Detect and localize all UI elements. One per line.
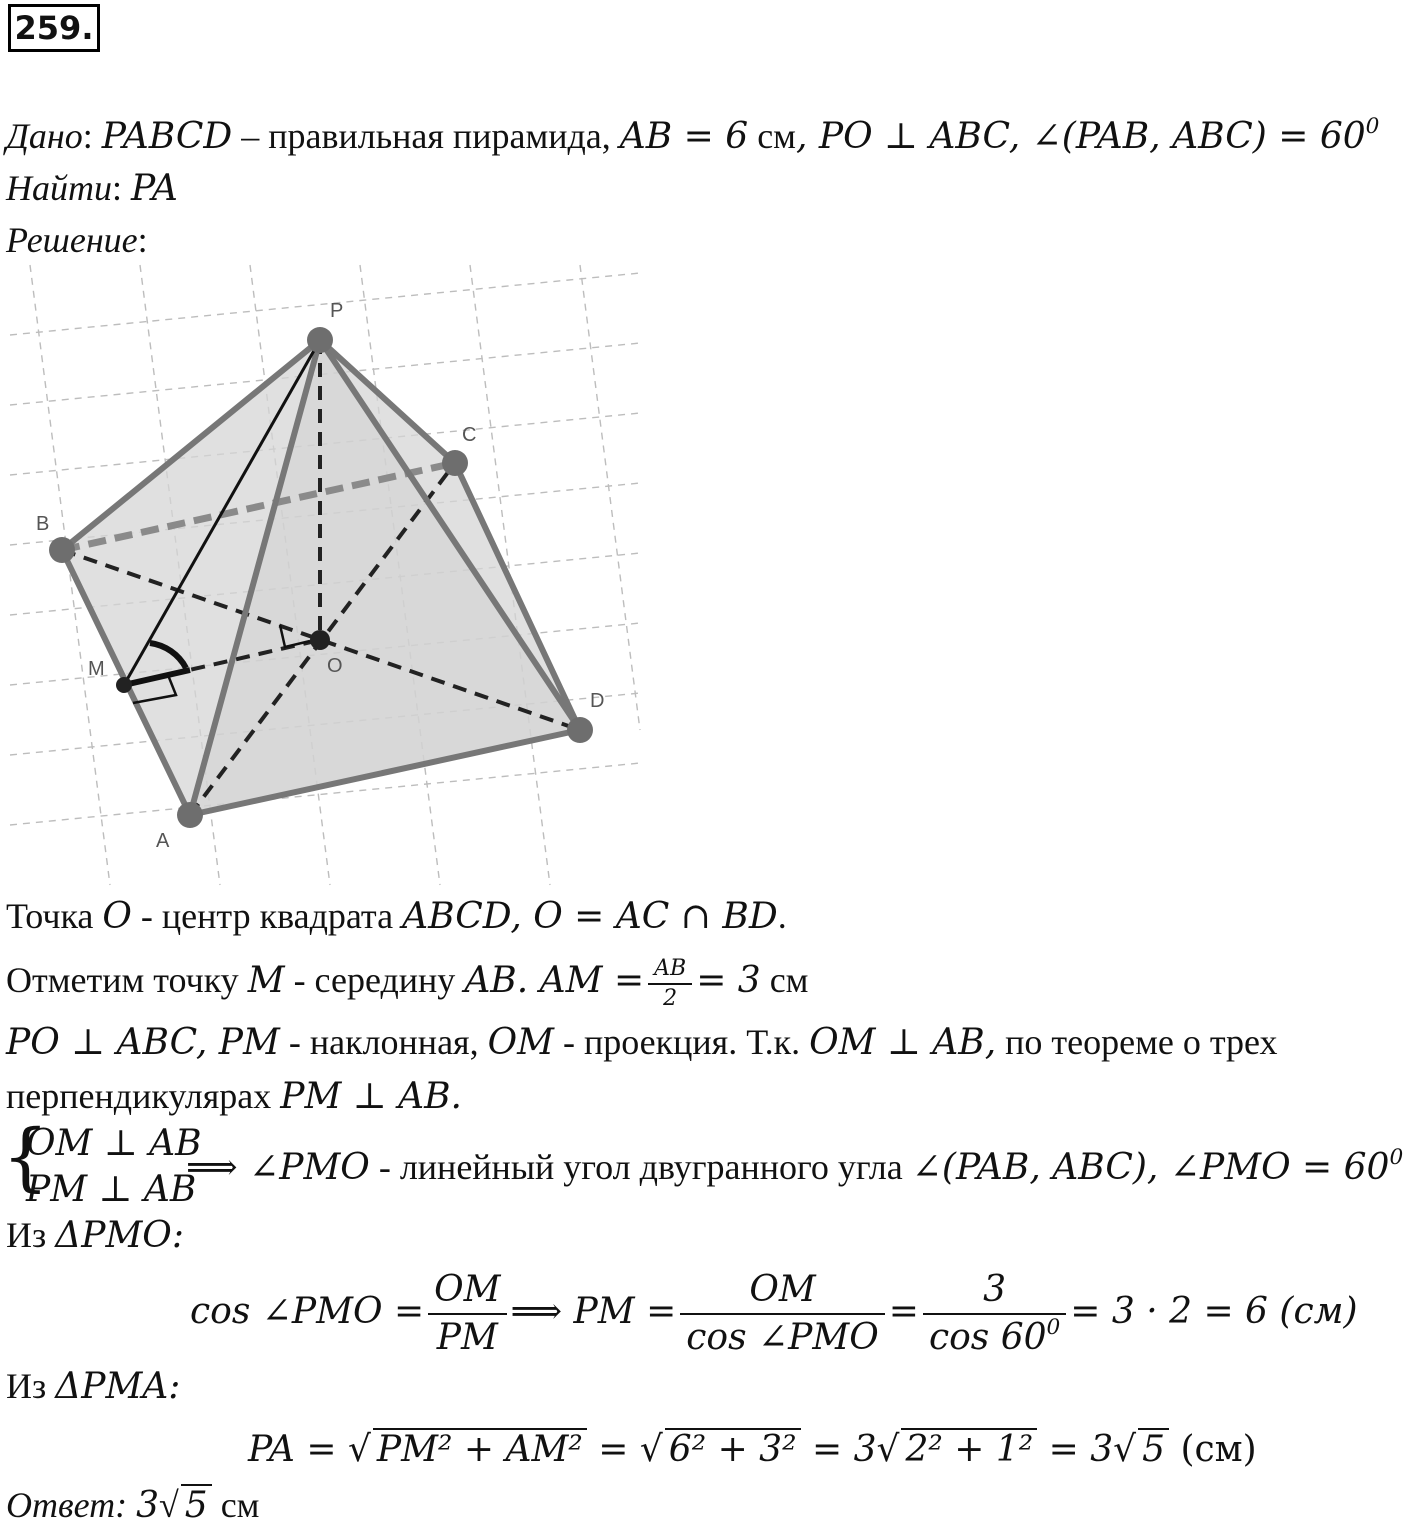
l2-frac-num: AB [648,957,692,985]
l5-b: - линейный угол двугранного угла [369,1147,912,1187]
point-c [442,450,468,476]
line-center: Точка O - центр квадрата ABCD, O = AC ∩ BD. [6,896,787,937]
l2-frac [648,957,692,1011]
l5-expr: ⟹ ∠PMO [186,1147,370,1188]
f2-root-4: 5 [1138,1428,1169,1470]
f1-frac-2 [680,1269,885,1359]
solution-label: Решение [6,220,138,260]
l2-result: = 3 [696,960,761,1001]
f1-frac-3 [923,1269,1066,1359]
answer-line: Ответ: 3√ 5 см [6,1485,260,1526]
given-degree: 0 [1365,113,1380,139]
f2-root-2: 6² + 3² [665,1428,801,1470]
label-b: B [36,513,50,535]
f1-eq: = [888,1291,919,1332]
l2-expr: AB. AM = [464,960,645,1001]
f2-root-3: 2² + 1² [901,1428,1037,1470]
l7-expr: ΔPMA: [55,1366,181,1407]
given-figure: PABCD [101,116,233,157]
line-linear-angle [186,1144,1403,1188]
label-a: A [156,830,170,852]
f2-eq-1: = [598,1429,629,1470]
point-d [567,717,593,743]
given-label: Дано [6,116,83,156]
l3-d: по теореме о трех [996,1022,1278,1062]
given-line: Дано: PABCD – правильная пирамида, AB = 6 см, PO ⊥ ABC, ∠(PAB, $ABC) = 60^0$ [6,113,1380,157]
l3-om: OM [487,1022,554,1063]
point-p [307,327,333,353]
line-three-perp-1 [6,1022,1278,1063]
f1-num-1: OM [428,1269,506,1315]
l1-o: O [102,896,132,937]
find-value: PA [131,168,178,209]
l3-expr1: PO ⊥ ABC, PM [6,1022,280,1063]
f1-lhs: cos ∠PMO = [190,1291,425,1332]
point-o [310,630,330,650]
l1-a: Точка [6,896,103,936]
solution-line: Решение: [6,220,148,260]
answer-root: 5 [181,1484,212,1526]
l2-b: - середину [284,960,465,1000]
point-a [177,802,203,828]
l3-expr2: OM ⊥ AB, [809,1022,997,1063]
f2-lhs: PA = [248,1429,337,1470]
l2-a: Отметим точку [6,960,248,1000]
answer-value: 3 [136,1485,160,1526]
system-eq-1: OM ⊥ AB [26,1123,202,1164]
l1-b: - центр квадрата [131,896,403,936]
l6-expr: ΔPMO: [55,1215,184,1256]
l2-unit: см [760,960,809,1000]
f1-den-3: cos 60 [928,1317,1047,1358]
f1-num-3: 3 [923,1269,1066,1315]
f1-end: = 3 · 2 = 6 (см) [1070,1291,1358,1332]
f1-mid: ⟹ PM = [510,1291,677,1332]
l3-b: - наклонная, [279,1022,488,1062]
given-ab-unit: см [748,116,796,156]
point-m [116,677,132,693]
l7-a: Из [6,1366,56,1406]
f1-den-2: cos ∠PMO [686,1317,879,1358]
pyramid-figure [0,265,660,885]
label-p: P [330,300,344,322]
f1-den-3-wrap: $\cos 60^0$ [928,1314,1061,1358]
f2-eq-3: = 3 [1048,1429,1114,1470]
system-brace: { [2,1114,50,1200]
answer-label: Ответ: [6,1485,128,1525]
line-midpoint [6,944,808,1016]
system-eq-2: PM ⊥ AB [26,1169,197,1210]
find-line: Найти: PA [6,168,178,209]
f1-frac-1 [428,1269,506,1359]
f2-eq-2: = 3 [811,1429,877,1470]
l4-a: перпендикулярах [6,1076,281,1116]
label-c: C [462,424,477,446]
l6-a: Из [6,1215,56,1255]
label-o: O [327,655,343,677]
f1-den-1: PM [436,1317,498,1358]
find-label: Найти [6,168,112,208]
f1-num-2: OM [680,1269,885,1315]
line-from-pmo [6,1215,184,1256]
l1-expr: ABCD, O = AC ∩ BD [402,896,778,937]
line-from-pma [6,1366,180,1407]
l5-expr2: ∠(PAB, ABC), ∠PMO = 60 [911,1147,1390,1188]
line-three-perp-2 [6,1076,462,1117]
f2-root-1: PM² + AM² [373,1428,587,1470]
given-conditions: , PO ⊥ ABC, ∠(PAB, ABC) = 60 [795,116,1366,157]
given-ab: AB = 6 [619,116,749,157]
formula-pa: PA = √ PM² + AM² = √ 6² + 3² = 3√ 2² + 1² = 3√ 5 (см) [248,1429,1257,1470]
l5-degree: 0 [1389,1144,1403,1170]
formula-cos [190,1262,1358,1362]
l4-expr: PM ⊥ AB. [280,1076,462,1117]
l2-frac-den: 2 [663,985,678,1011]
f2-unit: (см) [1169,1429,1257,1470]
l2-m: M [247,960,285,1001]
point-b [49,537,75,563]
given-dash-text: – правильная пирамида, [232,116,620,156]
label-m: M [88,658,105,680]
label-d: D [590,690,605,712]
answer-unit: см [211,1485,260,1525]
l3-c: - проекция. Т.к. [553,1022,810,1062]
problem-number: 259. [8,4,100,52]
